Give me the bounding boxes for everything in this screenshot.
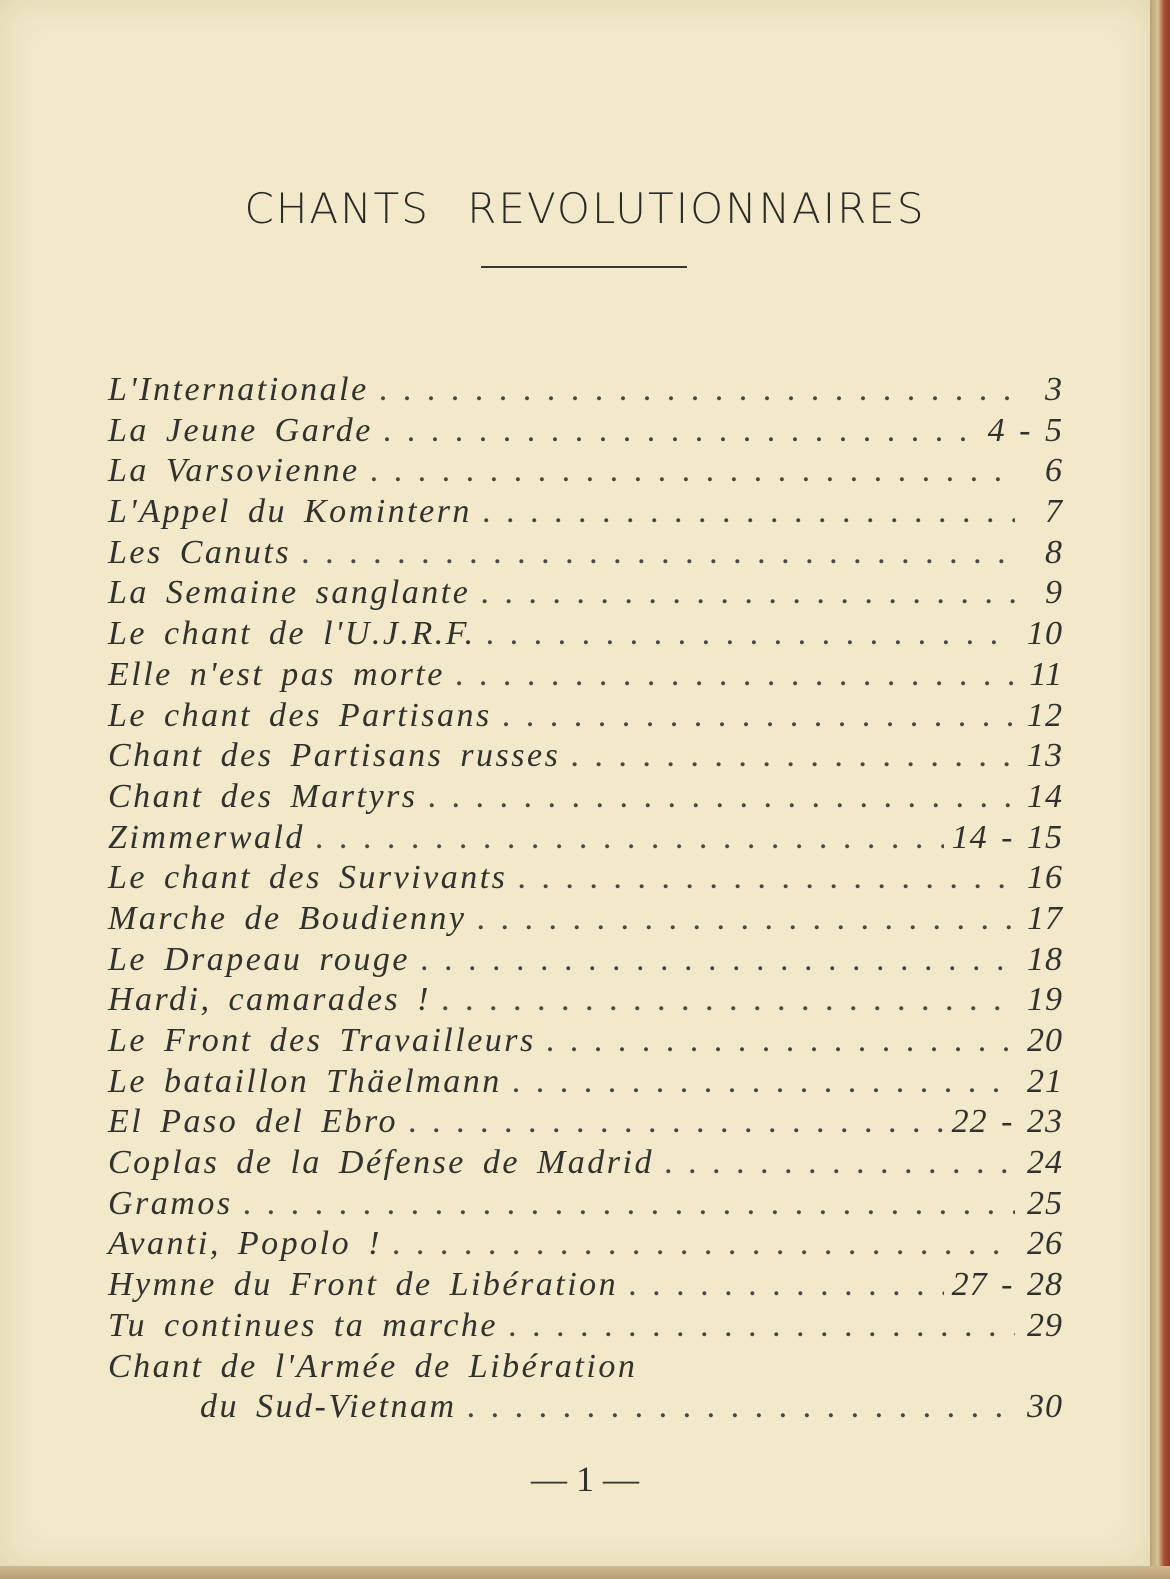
- toc-entry-page: 4 - 5: [987, 411, 1063, 449]
- toc-entry: [108, 1102, 1063, 1143]
- toc-entry: [108, 899, 1063, 940]
- toc-entry-page: 7: [1045, 493, 1063, 531]
- toc-entry-title: El Paso del Ebro: [108, 1103, 398, 1141]
- dot-leader: [664, 1143, 1015, 1184]
- toc-entry-page: 17: [1027, 899, 1063, 937]
- toc-entry-page: 14: [1027, 777, 1063, 815]
- dot-leader: [383, 411, 980, 452]
- toc-entry: [108, 696, 1063, 737]
- toc-entry-title: Chant des Martyrs: [108, 777, 418, 815]
- booklet-bottom-edge: [0, 1566, 1170, 1579]
- toc-entry-page: 11: [1029, 655, 1063, 693]
- toc-entry: [108, 1347, 1063, 1388]
- toc-entry-page: 30: [1027, 1388, 1063, 1426]
- toc-entry-page: 12: [1027, 696, 1063, 734]
- toc-entry-title: L'Appel du Komintern: [108, 493, 472, 531]
- toc-entry-page: 25: [1027, 1184, 1063, 1222]
- dot-leader: [546, 1021, 1015, 1062]
- page-title: CHANTS REVOLUTIONNAIRES: [244, 184, 926, 233]
- dot-leader: [480, 573, 1015, 614]
- toc-entry-title: Hymne du Front de Libération: [108, 1266, 619, 1304]
- toc-entry-page: 24: [1027, 1144, 1063, 1182]
- toc-entry-title: Le Drapeau rouge: [108, 940, 410, 978]
- toc-entry: [108, 1265, 1063, 1306]
- dot-leader: [486, 614, 1015, 655]
- toc-entry: [108, 573, 1063, 614]
- dot-leader: [517, 858, 1015, 899]
- toc-entry-title: du Sud-Vietnam: [200, 1388, 457, 1426]
- toc-entry-page: 3: [1045, 371, 1063, 408]
- toc-entry-title: Elle n'est pas morte: [108, 655, 445, 693]
- toc-entry-title: Coplas de la Défense de Madrid: [108, 1144, 654, 1182]
- toc-entry-page: 29: [1027, 1306, 1063, 1344]
- toc-entry-page: 13: [1027, 737, 1063, 775]
- toc-entry: [108, 451, 1063, 492]
- toc-entry-page: 26: [1027, 1225, 1063, 1263]
- page-folio: — 1 —: [531, 1459, 639, 1499]
- dot-leader: [243, 1184, 1015, 1225]
- toc-entry: [108, 533, 1063, 574]
- toc-entry-page: 9: [1045, 574, 1063, 612]
- dot-leader: [379, 370, 1015, 411]
- booklet-cover-edge: [1150, 0, 1170, 1579]
- toc-entry: [108, 940, 1063, 981]
- toc-entry-page: 18: [1027, 940, 1063, 978]
- toc-entry-title: Marche de Boudienny: [108, 899, 467, 937]
- toc-entry-title: Chant de l'Armée de Libération: [108, 1347, 638, 1385]
- dot-leader: [428, 777, 1016, 818]
- toc-entry: [108, 655, 1063, 696]
- toc-entry-page: 27 - 28: [951, 1266, 1063, 1304]
- toc-entry: [108, 1306, 1063, 1347]
- toc-entry: [108, 492, 1063, 533]
- dot-leader: [455, 655, 1015, 696]
- toc-entry-page: 21: [1027, 1062, 1063, 1100]
- toc-entry-title: Avanti, Popolo !: [108, 1225, 382, 1263]
- table-of-contents: [108, 370, 1063, 1428]
- dot-leader: [512, 1062, 1015, 1103]
- toc-entry-page: 14 - 15: [951, 818, 1063, 856]
- toc-entry: [108, 1387, 1063, 1428]
- toc-entry-page: 22 - 23: [951, 1103, 1063, 1141]
- toc-entry: [108, 1143, 1063, 1184]
- toc-entry-page: 6: [1045, 452, 1063, 490]
- toc-entry: [108, 818, 1063, 859]
- toc-entry-title: Le chant de l'U.J.R.F.: [108, 615, 476, 653]
- toc-entry-page: 19: [1027, 981, 1063, 1019]
- toc-entry: [108, 1021, 1063, 1062]
- toc-entry-title: Chant des Partisans russes: [108, 737, 561, 775]
- toc-entry-title: Le bataillon Thäelmann: [108, 1062, 502, 1100]
- toc-entry-title: Le chant des Partisans: [108, 696, 492, 734]
- dot-leader: [408, 1102, 944, 1143]
- toc-entry-title: Hardi, camarades !: [108, 981, 431, 1019]
- dot-leader: [441, 980, 1015, 1021]
- dot-leader: [482, 492, 1015, 533]
- toc-entry-title: Zimmerwald: [108, 818, 305, 856]
- dot-leader: [370, 451, 1015, 492]
- toc-entry: [108, 411, 1063, 452]
- dot-leader: [467, 1387, 1015, 1428]
- toc-entry: [108, 736, 1063, 777]
- dot-leader: [301, 533, 1015, 574]
- title-rule: [481, 266, 687, 268]
- dot-leader: [392, 1224, 1015, 1265]
- toc-entry-title: La Semaine sanglante: [108, 574, 471, 612]
- dot-leader: [315, 818, 944, 859]
- toc-entry-page: 8: [1045, 533, 1063, 571]
- toc-entry: [108, 614, 1063, 655]
- dot-leader: [502, 696, 1015, 737]
- dot-leader: [420, 940, 1015, 981]
- toc-entry: [108, 777, 1063, 818]
- toc-entry-title: Le chant des Survivants: [108, 859, 508, 897]
- toc-entry-title: Tu continues ta marche: [108, 1306, 498, 1344]
- toc-entry-title: Gramos: [108, 1184, 233, 1222]
- toc-entry: [108, 1062, 1063, 1103]
- dot-leader: [570, 736, 1015, 777]
- toc-entry-title: La Varsovienne: [108, 452, 360, 490]
- dot-leader: [508, 1306, 1015, 1347]
- toc-entry: [108, 980, 1063, 1021]
- toc-entry-page: 20: [1027, 1022, 1063, 1059]
- toc-entry-title: Le Front des Travailleurs: [108, 1022, 536, 1059]
- toc-entry: [108, 858, 1063, 899]
- toc-entry: [108, 370, 1063, 411]
- dot-leader: [628, 1265, 944, 1306]
- dot-leader: [476, 899, 1015, 940]
- toc-entry-page: 16: [1027, 859, 1063, 897]
- toc-entry-title: Les Canuts: [108, 533, 292, 571]
- toc-entry-page: 10: [1027, 615, 1063, 653]
- toc-entry: [108, 1184, 1063, 1225]
- toc-entry: [108, 1224, 1063, 1265]
- toc-entry-title: La Jeune Garde: [108, 411, 373, 449]
- toc-entry-title: L'Internationale: [108, 371, 369, 408]
